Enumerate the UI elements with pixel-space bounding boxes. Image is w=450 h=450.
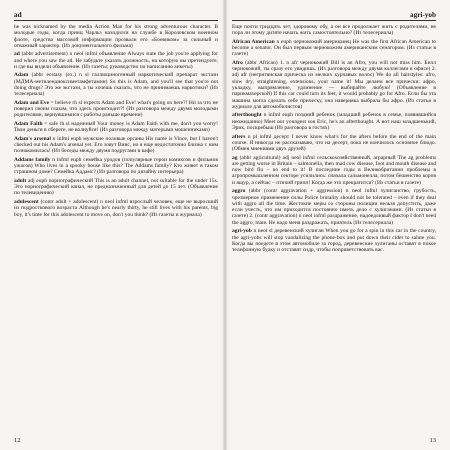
headword: ag bbox=[232, 154, 238, 161]
dictionary-entry: African American n euph чернокожий американец He was the first African American to become a senator. Он был первым чернокожим американским сенатором. (Из статьи в газете) bbox=[232, 38, 436, 58]
headword: adulescent bbox=[14, 198, 39, 205]
dictionary-entry: Еще почти тридцать лет, здоровому обу, а он все продолжает жить с родителями, не пора ли этому дитяте начать жить самостоятельно? (Из телесериала) bbox=[232, 24, 436, 37]
page-number-left: 12 bbox=[14, 437, 21, 444]
headword: aggro bbox=[232, 188, 246, 195]
dictionary-entry: Adam Faith = safe rh sl надежный Your money is Adam Faith with me, don't you worry! Твои деньги в сбереге, не волнуйся! (Из разговора между матерыми мошенниками) bbox=[14, 120, 219, 134]
dictionary-entry: Adam (abbr ecstasy (ex.) n sl галлюциногенный наркотический препарат экстази (МДМА-метилендиоксиметамфетамин) So this is Adam, and you'll see that you're not doing drugs? Это же экстази, а ты хочешь сказать, что не принимаешь наркотики? (Из телесериала) bbox=[14, 72, 218, 98]
dictionary-entry: agri-yob n neol sl деревенский хулиган When you go for a spin in this car in the country, the agri-yobs will stop vandalizing the phone-box and put down their cider to salute you. Когда вы поедете в этом автомобиле за город, деревенские хулиганы оставят в покое телефонную будку и отставят сидр, чтобы поприветствовать вас. bbox=[232, 228, 436, 254]
dictionary-entry: aggro (abbr (contr aggravation + aggression) n neol infml хулиганство, грубость, чрезмерное применение силы Police brutality should not be tolerated – even if they deal with aggro all the time. Жестокие меры со стороны полиции нельзя допустить, даже если учесть, что им приходится постоянно иметь дело с хулиганами. (Из статьи в газете) 2. (contr aggravation) n neol infml раздражение, надоедливый фактор I don't need the aggro, mate. Не надо меня раздражать, приятель (Из телесериала) bbox=[232, 188, 436, 226]
headword: African American bbox=[232, 38, 275, 45]
dictionary-entry: adulescent (contr adult + adolescent) n neol infml взрослый человек, еще не выросший из подросткового возраста Although he's nearly thirty, he still lives with his parents, big boy, it's time for this adolescent to move on, don't you think? (Из газеты и журнала) bbox=[14, 198, 219, 218]
headword: afterthought bbox=[232, 112, 262, 119]
headword: Adam and Eve bbox=[14, 99, 50, 106]
headword: Adam Faith bbox=[14, 120, 43, 127]
dictionary-entry: ag (abbr agricultural) adj neol infml сельскохозяйственный, аграрный The ag problems are getting worse in Britain – salmonella, then mad cow disease, foot and mouth disease and now bird flu – no end to it! В последние годы в Великобритании проблемы в агропромышленном секторе усилились: сначала сальмонелла, потом бешенство коров и ящур, а сейчас – птичий грипп! Когда же это прекратится? (Из статьи в газете) bbox=[232, 154, 436, 186]
headword: Adam bbox=[14, 72, 29, 79]
headword: Adam's arsenal bbox=[14, 135, 51, 142]
headword: adult bbox=[14, 177, 27, 184]
entry-list-left bbox=[14, 24, 218, 218]
dictionary-entry: he was nicknamed by the media Action Man for his strong adventurous character. В молодые годы, когда принц Чарльз находился на службе в Королевском военном флоте, средства массовой информации прозвали его «Боевиком» за сильный и отважный характер. (Из документального фильма) bbox=[14, 24, 218, 49]
dictionary-entry: adult adj euph порнографический This is an adult channel, not suitable for the under 15s. Это порнографический канал, не предназначенный для детей до 15 лет. (Объявление по телевидению) bbox=[14, 177, 219, 197]
running-head-left bbox=[14, 10, 218, 21]
left-page bbox=[0, 0, 224, 450]
dictionary-entry: afters n pl infml десерт I never know what's for the afters before the end of the main course. Я никогда не рассказываю, что на десерт, пока не кончилось основное блюдо. (Обмен мнениями двух друзей) bbox=[232, 133, 436, 153]
headword: Afro bbox=[232, 59, 243, 66]
right-page bbox=[226, 0, 450, 450]
dictionary-entry: Addams family n infml euph семейка уродов (популярные герои комиксов и фильмов ужасов) Who lives in a spooky house like this? The Addams family? Кто живет в таком страшном доме? Семейка Аддамс? (Из разговора по дизайну интерьера) bbox=[14, 156, 219, 176]
dictionary-entry: ad (abbr advertisement) n neol infml объявление Always state the job you're applying for and where you saw the ad. Не забудьте указать должность, на которую вы претендуете, и где вы видели объявление. (Из газеты; руководство по написанию анкеты) bbox=[14, 51, 219, 70]
header-left: ad bbox=[14, 11, 22, 19]
dictionary-entry: Adam's arsenal n infml euph мужские половые органы His name is Vince, but I haven't checked out his Adam's arsenal yet. Его зовут Винс, но я еще недостаточно близко с ним познакомилась! (Из беседы между двумя подругами в кафе) bbox=[14, 135, 218, 155]
dictionary-entry: Afro (abbr African) 1. n afr чернокожий Bill is an Afro, you will not miss him. Билл чернокожий, ты сразу его увидишь. (Из разговора между двумя коллегами в офисе) 2. adj afr (негритянская прическа из мелких курчавых волос) We do all hairstyles: afro, slow dry, straightening, extensions, your name it! Мы делаем все прически: афро, укладку, выпрямление, удлинение — выбирайте любую! (Объявление в парикмахерской) If this car could turn its feet, it would probably go for Afro. Если бы эта машина могла сделать себе прическу, она наверняка выбрала бы афро. (Из статьи в журнале для автомобилистов) bbox=[232, 59, 437, 110]
header-right: agri-yob bbox=[410, 11, 436, 19]
dictionary-entry: afterthought n infml euph поздний ребенок (младший ребенок в семье, появившийся неожиданно) Meet our youngest son Eric, he's an afterthought. А вот наш младшенький, Эрик, поскребыш (Из разговора в гостях) bbox=[232, 112, 437, 132]
headword: agri-yob bbox=[232, 228, 252, 235]
headword: afters bbox=[232, 133, 246, 140]
running-head-right bbox=[232, 10, 436, 21]
headword: ad bbox=[14, 51, 20, 58]
headword: Addams family bbox=[14, 156, 51, 163]
entry-list-right bbox=[232, 24, 436, 253]
page-number-right: 13 bbox=[429, 437, 436, 444]
dictionary-entry: Adam and Eve = believe rh sl expects Adam and Eve! what's going on here?! Ни за что не поверил своим глазам, что здесь происходит?! (Из разговора между двумя молодыми родителями, вернувшимися с работы раньше времени) bbox=[14, 99, 218, 119]
